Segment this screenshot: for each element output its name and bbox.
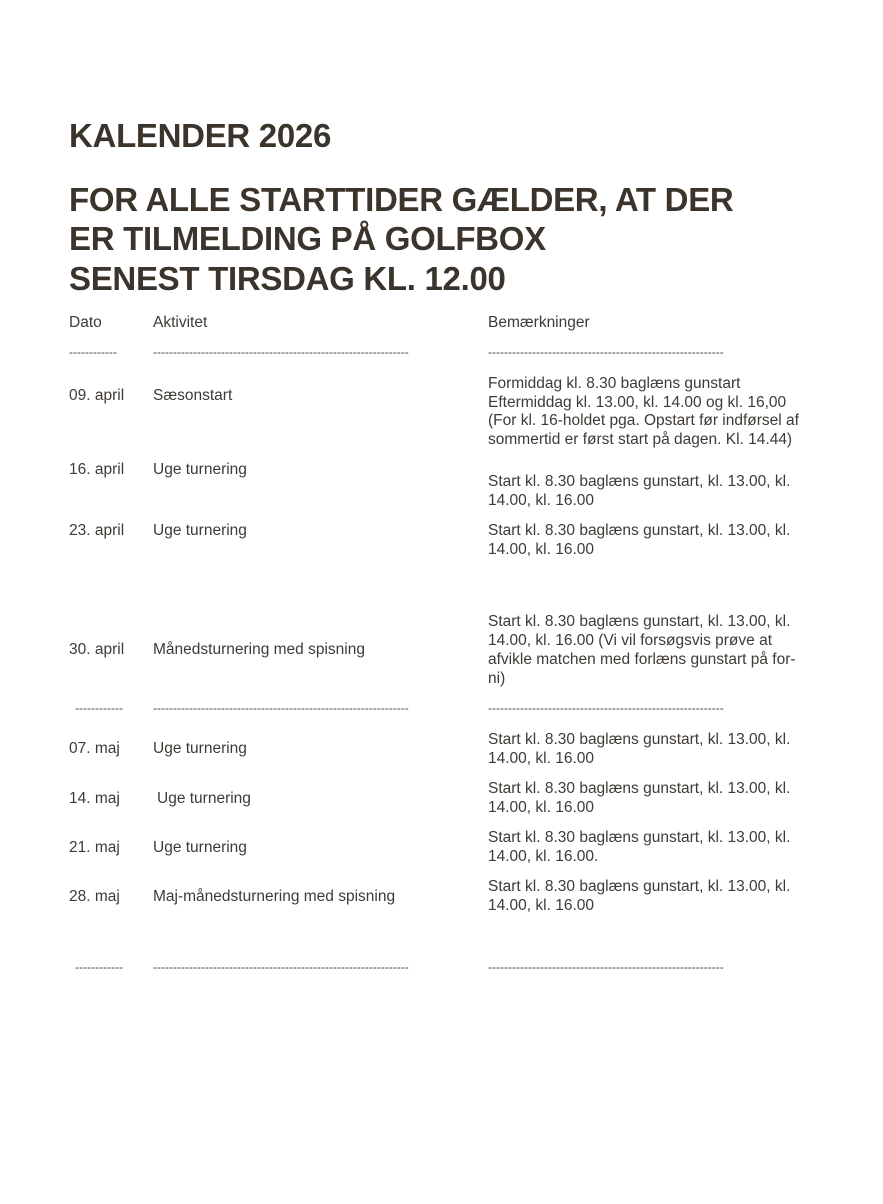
separator-mid-date: ------------ <box>75 702 123 714</box>
row-activity: Månedsturnering med spisning <box>153 641 365 658</box>
row-activity: Uge turnering <box>153 461 247 478</box>
row-date: 16. april <box>69 461 125 478</box>
row-date: 23. april <box>69 522 125 539</box>
separator-bottom-date: ------------ <box>75 961 123 973</box>
row-activity: Maj-månedsturnering med spisning <box>153 888 396 905</box>
separator-top-date: ------------ <box>69 346 117 358</box>
row-activity: Sæsonstart <box>153 387 233 404</box>
row-date: 21. maj <box>69 839 120 856</box>
separator-mid-remarks: ----------------------------------------------------------- <box>488 702 724 714</box>
row-remarks-line: (For kl. 16-holdet pga. Opstart før indførsel af <box>488 412 799 429</box>
row-date: 09. april <box>69 387 125 404</box>
row-remarks-line: 14.00, kl. 16.00 <box>488 492 594 509</box>
row-remarks-line: 14.00, kl. 16.00 <box>488 897 594 914</box>
row-remarks-line: 14.00, kl. 16.00. <box>488 848 599 865</box>
row-remarks-line: 14.00, kl. 16.00 <box>488 541 594 558</box>
row-date: 07. maj <box>69 740 120 757</box>
row-remarks-line: 14.00, kl. 16.00 <box>488 750 594 767</box>
header-remarks: Bemærkninger <box>488 314 590 331</box>
separator-top-activity: ---------------------------------------------------------------- <box>153 346 409 358</box>
row-activity: Uge turnering <box>153 522 247 539</box>
row-activity: Uge turnering <box>153 839 247 856</box>
row-remarks-line: Formiddag kl. 8.30 baglæns gunstart <box>488 375 741 392</box>
separator-bottom-remarks: ----------------------------------------------------------- <box>488 961 724 973</box>
separator-top-remarks: ----------------------------------------------------------- <box>488 346 724 358</box>
row-date: 14. maj <box>69 790 120 807</box>
row-remarks-line: 14.00, kl. 16.00 <box>488 799 594 816</box>
page-title: KALENDER 2026 <box>69 117 332 154</box>
row-date: 30. april <box>69 641 125 658</box>
notice-line-1: FOR ALLE STARTTIDER GÆLDER, AT DER <box>69 181 734 218</box>
header-date: Dato <box>69 314 102 331</box>
row-activity: Uge turnering <box>153 740 247 757</box>
row-remarks-line: Eftermiddag kl. 13.00, kl. 14.00 og kl. 16,00 <box>488 394 787 411</box>
row-remarks-line: Start kl. 8.30 baglæns gunstart, kl. 13.00, kl. <box>488 780 791 797</box>
row-remarks-line: Start kl. 8.30 baglæns gunstart, kl. 13.00, kl. <box>488 613 791 630</box>
row-remarks-line: 14.00, kl. 16.00 (Vi vil forsøgsvis prøve at <box>488 632 772 649</box>
notice-line-2: ER TILMELDING PÅ GOLFBOX <box>69 220 546 257</box>
row-remarks-line: Start kl. 8.30 baglæns gunstart, kl. 13.00, kl. <box>488 829 791 846</box>
row-remarks-line: Start kl. 8.30 baglæns gunstart, kl. 13.00, kl. <box>488 731 791 748</box>
row-activity: Uge turnering <box>157 790 251 807</box>
row-remarks-line: afvikle matchen med forlæns gunstart på for- <box>488 651 796 668</box>
separator-mid-activity: ---------------------------------------------------------------- <box>153 702 409 714</box>
separator-bottom-activity: ---------------------------------------------------------------- <box>153 961 409 973</box>
row-remarks-line: ni) <box>488 670 506 687</box>
row-date: 28. maj <box>69 888 120 905</box>
row-remarks-line: sommertid er først start på dagen. Kl. 14.44) <box>488 431 793 448</box>
row-remarks-line: Start kl. 8.30 baglæns gunstart, kl. 13.00, kl. <box>488 522 791 539</box>
notice-line-3: SENEST TIRSDAG KL. 12.00 <box>69 260 506 297</box>
header-activity: Aktivitet <box>153 314 208 331</box>
row-remarks-line: Start kl. 8.30 baglæns gunstart, kl. 13.00, kl. <box>488 473 791 490</box>
row-remarks-line: Start kl. 8.30 baglæns gunstart, kl. 13.00, kl. <box>488 878 791 895</box>
